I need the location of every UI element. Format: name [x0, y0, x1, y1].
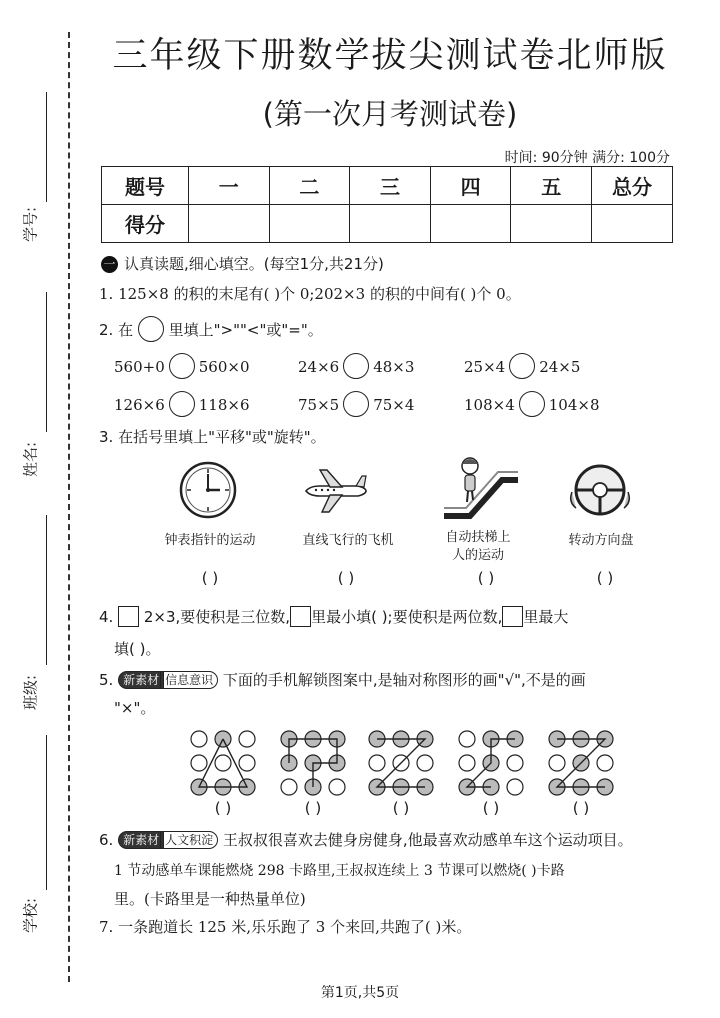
score-header-cell: 四 — [430, 167, 511, 205]
caption-airplane: 直线飞行的飞机 — [302, 533, 394, 548]
culture-tag: 人文积淀 — [160, 831, 218, 849]
class-label: 班级: — [21, 674, 40, 711]
question-4-number: 4. — [99, 608, 114, 626]
steering-wheel-icon — [568, 462, 632, 518]
compare-left: 560+0 — [114, 358, 165, 376]
score-table-score-row — [102, 205, 673, 243]
page-subtitle: (第一次月考测试卷) — [262, 97, 518, 131]
caption-steering: 转动方向盘 — [568, 533, 634, 548]
answer-paren[interactable]: ( ) — [304, 799, 322, 817]
digit-box[interactable] — [118, 606, 139, 627]
score-cell[interactable] — [511, 205, 592, 243]
answer-paren[interactable]: ( ) — [214, 799, 232, 817]
question-5-text: 下面的手机解锁图案中,是轴对称图形的画"√",不是的画 — [222, 671, 586, 689]
compare-right: 48×3 — [373, 358, 415, 376]
caption-escalator-line-2: 人的运动 — [451, 548, 504, 563]
compare-item — [114, 353, 250, 379]
clock-icon — [178, 460, 238, 520]
compare-answer-circle[interactable] — [519, 391, 545, 417]
compare-right: 560×0 — [198, 358, 250, 376]
section-title: 认真读题,细心填空。(每空1分,共21分) — [124, 255, 384, 273]
compare-right: 75×4 — [373, 396, 415, 414]
score-header-cell: 题号 — [102, 167, 189, 205]
question-2-text-b: 里填上">""<"或"="。 — [168, 321, 323, 339]
score-header-cell: 五 — [511, 167, 592, 205]
compare-left: 25×4 — [464, 358, 506, 376]
airplane-icon — [300, 466, 370, 516]
compare-left: 24×6 — [298, 358, 340, 376]
question-6 — [99, 829, 633, 850]
compare-item — [298, 353, 414, 379]
compare-answer-circle[interactable] — [509, 353, 535, 379]
page-footer: 第1页,共5页 — [320, 985, 400, 1001]
unlock-pattern-1 — [188, 728, 258, 798]
caption-escalator-line-1: 自动扶梯上 — [445, 530, 511, 545]
info-awareness-tag: 信息意识 — [160, 671, 218, 689]
new-material-tag: 新素材 — [118, 671, 164, 689]
question-2 — [99, 316, 323, 342]
score-cell[interactable] — [350, 205, 431, 243]
caption-clock: 钟表指针的运动 — [164, 533, 256, 548]
score-header-cell: 总分 — [592, 167, 673, 205]
answer-paren[interactable]: ( ) — [477, 569, 495, 587]
score-table-header-row — [102, 167, 673, 205]
question-6-line-3: 里。(卡路里是一种热量单位) — [114, 890, 306, 908]
compare-left: 108×4 — [464, 396, 515, 414]
time-info: 时间: 90分钟 满分: 100分 — [504, 150, 670, 166]
caption-escalator — [428, 529, 528, 565]
unlock-pattern-3 — [366, 728, 436, 798]
question-5-line-2: "×"。 — [114, 699, 156, 717]
digit-box[interactable] — [290, 606, 311, 627]
compare-circle — [138, 316, 164, 342]
compare-answer-circle[interactable] — [343, 353, 369, 379]
new-material-tag: 新素材 — [118, 831, 164, 849]
score-cell[interactable] — [592, 205, 673, 243]
question-4 — [99, 606, 568, 627]
compare-right: 118×6 — [198, 396, 250, 414]
unlock-pattern-5 — [546, 728, 616, 798]
compare-answer-circle[interactable] — [343, 391, 369, 417]
school-label: 学校: — [21, 897, 40, 934]
question-6-line-2: 1 节动感单车课能燃烧 298 卡路里,王叔叔连续上 3 节课可以燃烧( )卡路 — [114, 863, 565, 879]
answer-paren[interactable]: ( ) — [337, 569, 355, 587]
class-field[interactable] — [46, 515, 47, 665]
question-4-text-c: 里最小填( );要使积是两位数, — [311, 608, 503, 626]
compare-left: 75×5 — [298, 396, 340, 414]
name-field[interactable] — [46, 292, 47, 432]
compare-answer-circle[interactable] — [169, 353, 195, 379]
question-6-text: 王叔叔很喜欢去健身房健身,他最喜欢动感单车这个运动项目。 — [222, 831, 633, 849]
question-1: 1. 125×8 的积的末尾有( )个 0;202×3 的积的中间有( )个 0。 — [99, 285, 521, 303]
score-cell[interactable] — [189, 205, 270, 243]
score-cell[interactable] — [269, 205, 350, 243]
score-cell[interactable] — [430, 205, 511, 243]
answer-paren[interactable]: ( ) — [201, 569, 219, 587]
question-4-text-d: 里最大 — [523, 608, 569, 626]
unlock-pattern-2 — [278, 728, 348, 798]
compare-right: 24×5 — [539, 358, 581, 376]
compare-answer-circle[interactable] — [169, 391, 195, 417]
compare-item — [298, 391, 414, 417]
section-number-badge: 一 — [101, 256, 118, 273]
question-4-line-2: 填( )。 — [114, 640, 161, 658]
question-5-number: 5. — [99, 671, 114, 689]
name-label: 姓名: — [21, 441, 40, 478]
answer-paren[interactable]: ( ) — [482, 799, 500, 817]
student-no-field[interactable] — [46, 92, 47, 202]
question-2-text-a: 2. 在 — [99, 321, 134, 339]
student-no-label: 学号: — [21, 206, 40, 243]
escalator-icon — [440, 456, 520, 524]
score-row-label: 得分 — [102, 205, 189, 243]
question-5 — [99, 669, 586, 690]
score-header-cell: 二 — [269, 167, 350, 205]
question-6-number: 6. — [99, 831, 114, 849]
answer-paren[interactable]: ( ) — [572, 799, 590, 817]
question-7: 7. 一条跑道长 125 米,乐乐跑了 3 个来回,共跑了( )米。 — [99, 918, 472, 936]
compare-item — [114, 391, 250, 417]
question-4-text-b: 2×3,要使积是三位数, — [143, 608, 291, 626]
compare-left: 126×6 — [114, 396, 165, 414]
compare-item — [464, 353, 580, 379]
answer-paren[interactable]: ( ) — [392, 799, 410, 817]
question-3: 3. 在括号里填上"平移"或"旋转"。 — [99, 428, 326, 446]
score-header-cell: 一 — [189, 167, 270, 205]
compare-right: 104×8 — [548, 396, 600, 414]
compare-item — [464, 391, 600, 417]
unlock-pattern-4 — [456, 728, 526, 798]
section-heading — [101, 253, 384, 274]
score-header-cell: 三 — [350, 167, 431, 205]
binding-cut-line — [68, 32, 70, 982]
answer-paren[interactable]: ( ) — [596, 569, 614, 587]
page-title: 三年级下册数学拔尖测试卷北师版 — [112, 36, 668, 76]
school-field[interactable] — [46, 735, 47, 890]
score-table — [101, 166, 673, 243]
digit-box[interactable] — [502, 606, 523, 627]
